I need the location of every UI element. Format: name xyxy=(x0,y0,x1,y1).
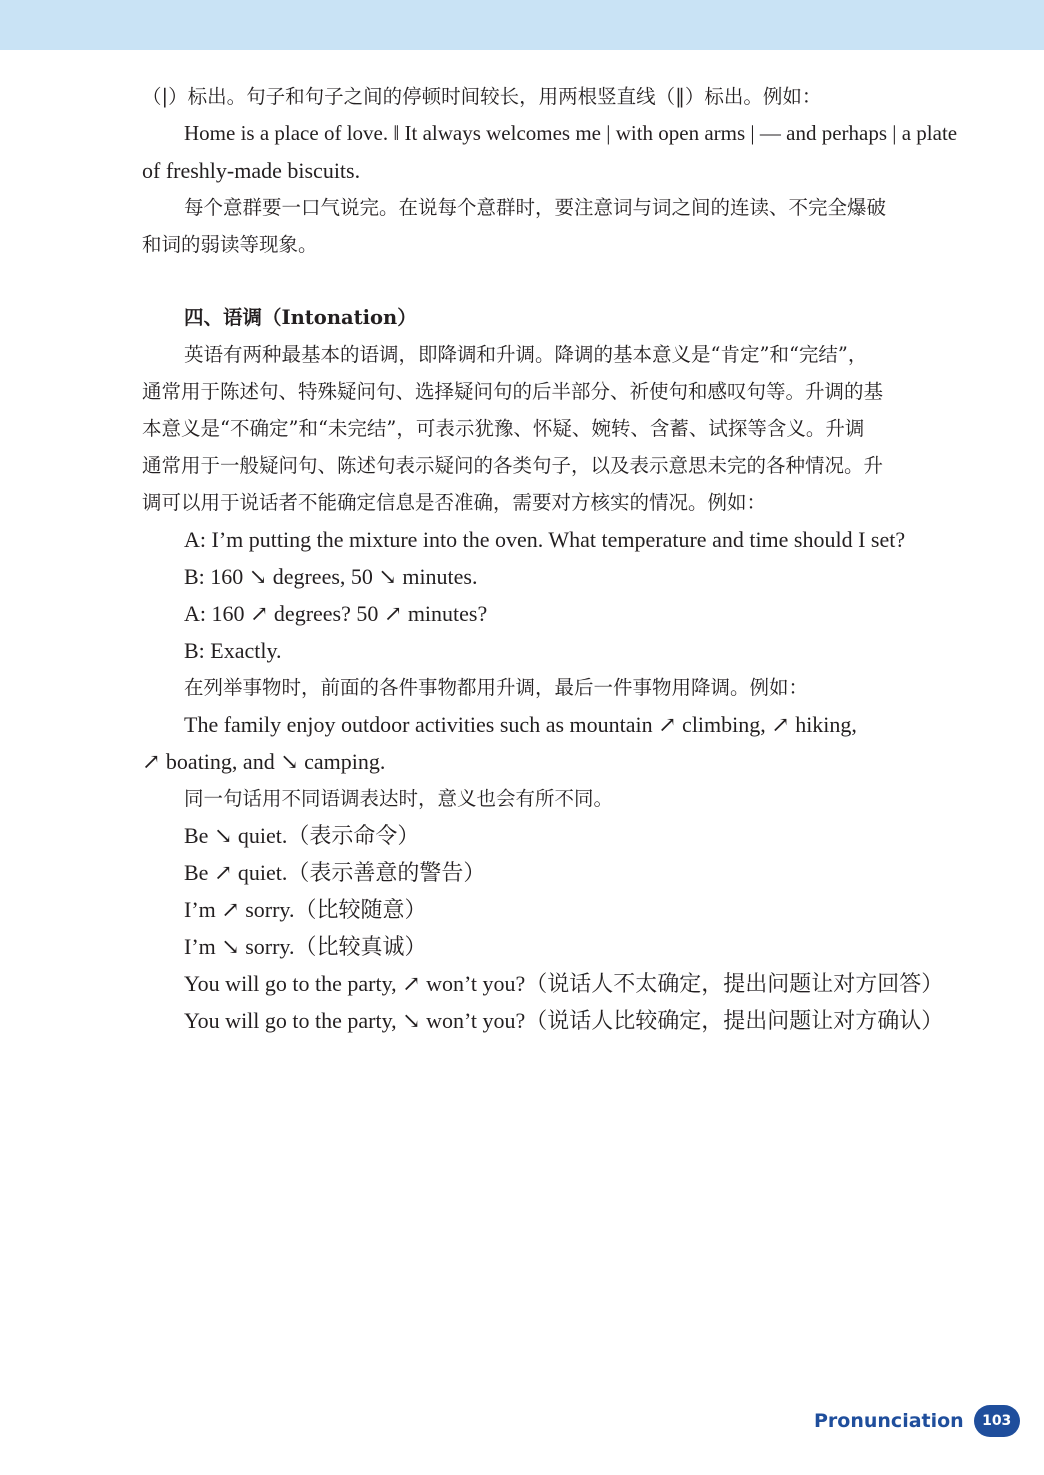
text-line: 在列举事物时，前面的各件事物都用升调，最后一件事物用降调。例如： xyxy=(184,676,809,699)
text-line: 通常用于陈述句、特殊疑问句、选择疑问句的后半部分、祈使句和感叹句等。升调的基 xyxy=(142,380,884,403)
text-line: （|）标出。句子和句子之间的停顿时间较长，用两根竖直线（‖）标出。例如： xyxy=(142,85,822,108)
text-line: 本意义是“不确定”和“未完结”，可表示犹豫、怀疑、婉转、含蓄、试探等含义。升调 xyxy=(142,417,865,440)
example-sentence: The family enjoy outdoor activities such as mountain ↗ climbing, ↗ hiking, xyxy=(184,712,857,737)
example-sentence: ↗ boating, and ↘ camping. xyxy=(142,749,386,774)
dialogue-line: A: I’m putting the mixture into the oven. What temperature and time should I set? xyxy=(184,527,906,552)
example-sentence: of freshly-made biscuits. xyxy=(142,158,361,183)
page-number-badge: 103 xyxy=(974,1405,1020,1437)
example-sentence: You will go to the party, ↗ won’t you?（说话人不太确定，提出问题让对方回答） xyxy=(184,971,944,996)
text-line: 英语有两种最基本的语调，即降调和升调。降调的基本意义是“肯定”和“完结”， xyxy=(184,343,868,366)
example-sentence: I’m ↗ sorry.（比较随意） xyxy=(184,897,427,922)
dialogue-line: B: 160 ↘ degrees, 50 ↘ minutes. xyxy=(184,564,478,589)
page-body xyxy=(142,78,960,1039)
text-line: 同一句话用不同语调表达时，意义也会有所不同。 xyxy=(184,787,614,810)
text-line: 和词的弱读等现象。 xyxy=(142,233,318,256)
example-sentence: You will go to the party, ↘ won’t you?（说话人比较确定，提出问题让对方确认） xyxy=(184,1008,944,1033)
text-line: 调可以用于说话者不能确定信息是否准确，需要对方核实的情况。例如： xyxy=(142,491,767,514)
page-footer xyxy=(814,1403,1020,1439)
section-heading: 四、语调（Intonation） xyxy=(184,306,417,329)
example-sentence: Home is a place of love. ‖ It always welcomes me | with open arms | — and perhaps | a plate xyxy=(184,121,958,145)
text-line: 通常用于一般疑问句、陈述句表示疑问的各类句子，以及表示意思未完的各种情况。升 xyxy=(142,454,884,477)
example-sentence: I’m ↘ sorry.（比较真诚） xyxy=(184,934,427,959)
text-line: 每个意群要一口气说完。在说每个意群时，要注意词与词之间的连读、不完全爆破 xyxy=(184,196,887,219)
dialogue-line: B: Exactly. xyxy=(184,638,282,663)
example-sentence: Be ↘ quiet.（表示命令） xyxy=(184,823,420,848)
dialogue-line: A: 160 ↗ degrees? 50 ↗ minutes? xyxy=(184,601,488,626)
example-sentence: Be ↗ quiet.（表示善意的警告） xyxy=(184,860,486,885)
header-band xyxy=(0,0,1044,50)
section-name: Pronunciation xyxy=(814,1410,964,1432)
